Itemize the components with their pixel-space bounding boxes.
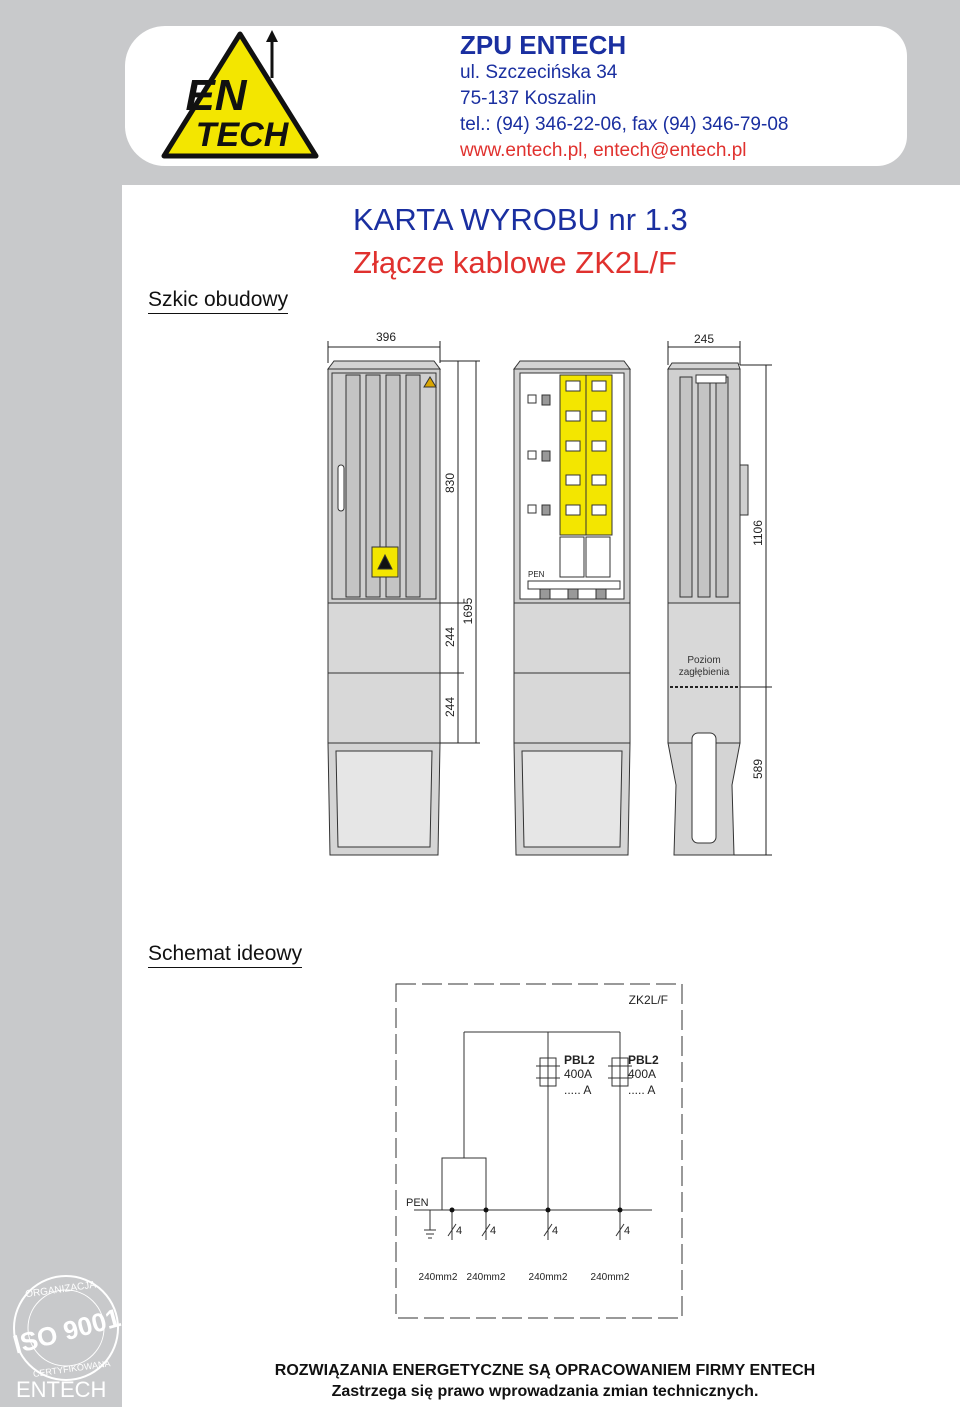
logo-text-tech: TECH — [195, 116, 289, 154]
fuse1-type: PBL2 — [564, 1053, 595, 1067]
schematic-box-label: ZK2L/F — [628, 993, 668, 1007]
fuse1-rating: 400A — [564, 1067, 593, 1081]
company-info — [460, 30, 788, 164]
iso-brand: ENTECH — [16, 1377, 107, 1402]
pen-label: PEN — [406, 1197, 429, 1209]
product-name: Złącze kablowe ZK2L/F — [353, 245, 677, 280]
dim-1695: 1695 — [461, 597, 475, 625]
company-phone: tel.: (94) 346-22-06, fax (94) 346-79-08 — [460, 114, 789, 135]
fuse2-type: PBL2 — [628, 1053, 659, 1067]
entech-logo — [160, 28, 320, 160]
fuse2-insert: ..... A — [628, 1083, 656, 1097]
content-corner — [122, 185, 322, 385]
iso-bottom-text: CERTYFIKOWANA — [32, 1358, 112, 1379]
company-name: ZPU ENTECH — [460, 30, 627, 60]
dim-width: 396 — [375, 330, 397, 344]
dim-589: 589 — [751, 758, 765, 780]
open-view — [514, 361, 630, 855]
cable-3: 240mm2 — [528, 1272, 568, 1283]
cable-1: 240mm2 — [418, 1272, 458, 1283]
conductor-4: 4 — [624, 1225, 631, 1237]
cable-4: 240mm2 — [590, 1272, 630, 1283]
iso-top-text: ORGANIZACJA — [24, 1279, 97, 1301]
fuse1-insert: ..... A — [564, 1083, 592, 1097]
ground-label-1: Poziom — [687, 655, 721, 666]
company-city: 75-137 Koszalin — [460, 88, 597, 109]
footer-line-1: ROZWIĄZANIA ENERGETYCZNE SĄ OPRACOWANIEM FIRMY ENTECH — [274, 1362, 816, 1379]
company-web[interactable]: www.entech.pl, entech@entech.pl — [460, 140, 747, 161]
left-sidebar — [0, 0, 122, 1407]
conductor-1: 4 — [456, 1225, 463, 1237]
ground-label-2: zagłębienia — [678, 667, 730, 678]
wiring-schematic — [390, 980, 690, 1325]
section-sketch-heading: Szkic obudowy — [148, 288, 288, 314]
section-schema-heading: Schemat ideowy — [148, 942, 302, 968]
footer-line-2: Zastrzega się prawo wprowadzania zmian technicznych. — [331, 1383, 759, 1400]
pen-label-sketch: PEN — [528, 570, 545, 579]
product-card-title: KARTA WYROBU nr 1.3 — [353, 202, 688, 237]
conductor-3: 4 — [552, 1225, 559, 1237]
company-street: ul. Szczecińska 34 — [460, 62, 618, 83]
iso-main-text: ISO 9001 — [9, 1302, 124, 1360]
conductor-2: 4 — [490, 1225, 497, 1237]
side-view — [668, 363, 748, 855]
dim-830: 830 — [443, 472, 457, 494]
dim-1106: 1106 — [751, 520, 765, 546]
logo-text-en: EN — [185, 71, 247, 120]
dim-244-b: 244 — [443, 696, 457, 718]
enclosure-sketch — [320, 325, 790, 865]
cable-2: 240mm2 — [466, 1272, 506, 1283]
dim-depth: 245 — [693, 332, 715, 346]
front-view — [328, 361, 440, 855]
dim-244-a: 244 — [443, 626, 457, 648]
fuse2-rating: 400A — [628, 1067, 657, 1081]
